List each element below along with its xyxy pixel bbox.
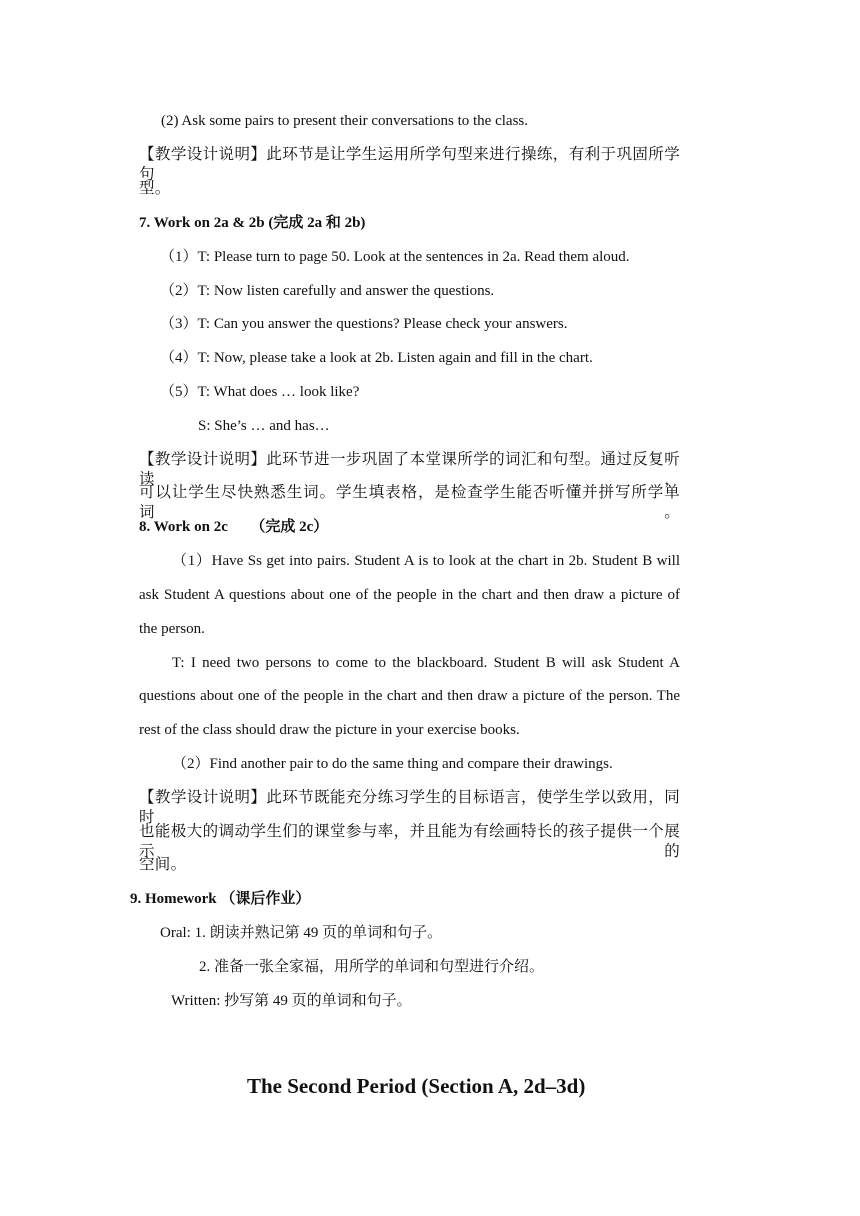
section8-teacher-line2: questions about one of the people in the chart and then draw a picture of the person. The bbox=[139, 688, 680, 704]
section7-step2: （2）T: Now listen carefully and answer the questions. bbox=[160, 283, 495, 299]
section7-note-line2: 可以让学生尽快熟悉生词。学生填表格，是检查学生能否听懂并拼写所学单词。 bbox=[139, 484, 680, 521]
section8-teacher-line3: rest of the class should draw the picture in your exercise books. bbox=[139, 722, 520, 738]
section7-note-line1: 【教学设计说明】此环节进一步巩固了本堂课所学的词汇和句型。通过反复听读， bbox=[139, 451, 680, 488]
period-title: The Second Period (Section A, 2d–3d) bbox=[247, 1074, 586, 1098]
section8-step1-line3: the person. bbox=[139, 621, 205, 637]
section8-heading: 8. Work on 2c （完成 2c） bbox=[139, 519, 329, 535]
section7-heading: 7. Work on 2a & 2b (完成 2a 和 2b) bbox=[139, 215, 366, 231]
section8-note-line1: 【教学设计说明】此环节既能充分练习学生的目标语言，使学生学以致用，同时 bbox=[139, 789, 680, 826]
section8-step1-line2: ask Student A questions about one of the people in the chart and then draw a picture of bbox=[139, 587, 680, 603]
section6-note-line1: 【教学设计说明】此环节是让学生运用所学句型来进行操练，有利于巩固所学句 bbox=[139, 146, 680, 183]
section7-step4: （4）T: Now, please take a look at 2b. Listen again and fill in the chart. bbox=[160, 350, 593, 366]
section6-note-line2: 型。 bbox=[139, 180, 171, 197]
section8-note-line2: 也能极大的调动学生们的课堂参与率，并且能为有绘画特长的孩子提供一个展示的 bbox=[139, 823, 680, 860]
section7-step1: （1）T: Please turn to page 50. Look at the sentences in 2a. Read them aloud. bbox=[160, 249, 630, 265]
homework-oral-1: Oral: 1. 朗读并熟记第 49 页的单词和句子。 bbox=[160, 925, 443, 941]
section8-note-line3: 空间。 bbox=[139, 856, 187, 873]
section8-step1-line1: （1）Have Ss get into pairs. Student A is to look at the chart in 2b. Student B will bbox=[172, 553, 680, 569]
section7-step5: （5）T: What does … look like? bbox=[160, 384, 360, 400]
homework-written: Written: 抄写第 49 页的单词和句子。 bbox=[171, 993, 412, 1009]
section9-heading: 9. Homework （课后作业） bbox=[130, 891, 311, 907]
section6-step2: (2) Ask some pairs to present their conversations to the class. bbox=[161, 113, 529, 129]
section7-step3: （3）T: Can you answer the questions? Please check your answers. bbox=[160, 316, 568, 332]
homework-oral-2: 2. 准备一张全家福，用所学的单词和句型进行介绍。 bbox=[199, 959, 545, 975]
section8-teacher-line1: T: I need two persons to come to the blackboard. Student B will ask Student A bbox=[172, 655, 680, 671]
section8-step2: （2）Find another pair to do the same thing and compare their drawings. bbox=[172, 756, 613, 772]
section7-student-reply: S: She’s … and has… bbox=[198, 418, 330, 434]
